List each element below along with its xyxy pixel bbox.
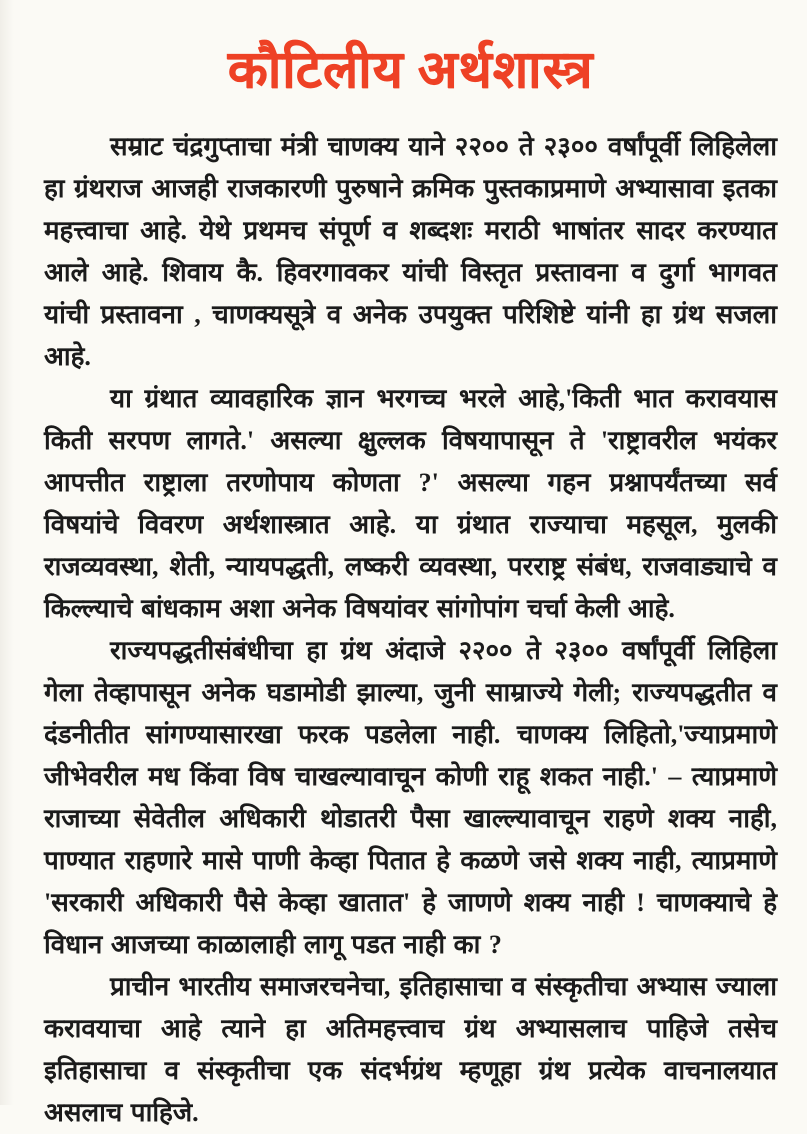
body-text	[44, 126, 777, 1134]
paragraph-intro: सम्राट चंद्रगुप्ताचा मंत्री चाणक्य याने २२०० ते २३०० वर्षांपूर्वी लिहिलेला हा ग्रंथराज आजही राजकारणी पुरुषाने क्रमिक पुस्तकाप्रमाणे अभ्यासावा इतका महत्त्वाचा आहे. येथे प्रथमच संपूर्ण व शब्दशः मराठी भाषांतर सादर करण्यात आले आहे. शिवाय कै. हिवरगावकर यांची विस्तृत प्रस्तावना व दुर्गा भागवत यांची प्रस्तावना , चाणक्यसूत्रे व अनेक उपयुक्त परिशिष्टे यांनी हा ग्रंथ सजला आहे.	[44, 132, 777, 371]
paragraph-contents: या ग्रंथात व्यावहारिक ज्ञान भरगच्च भरले आहे,'किती भात करावयास किती सरपण लागते.' असल्या क्षुल्लक विषयापासून ते 'राष्ट्रावरील भयंकर आपत्तीत राष्ट्राला तरणोपाय कोणता ?' असल्या गहन प्रश्नापर्यंतच्या सर्व विषयांचे विवरण अर्थशास्त्रात आहे. या ग्रंथात राज्याचा महसूल, मुलकी राजव्यवस्था, शेती, न्यायपद्धती, लष्करी व्यवस्था, परराष्ट्र संबंध, राजवाड्याचे व किल्ल्याचे बांधकाम अशा अनेक विषयांवर सांगोपांग चर्चा केली आहे.	[44, 384, 777, 623]
paragraph-conclusion: प्राचीन भारतीय समाजरचनेचा, इतिहासाचा व संस्कृतीचा अभ्यास ज्याला करावयाचा आहे त्याने हा अतिमहत्त्वाच ग्रंथ अभ्यासलाच पाहिजे तसेच इतिहासाचा व संस्कृतीचा एक संदर्भग्रंथ म्हणूहा ग्रंथ प्रत्येक वाचनालयात असलाच पाहिजे.	[44, 972, 777, 1127]
paragraph-chanakya-quote: राज्यपद्धतीसंबंधीचा हा ग्रंथ अंदाजे २२०० ते २३०० वर्षांपूर्वी लिहिला गेला तेव्हापासून अनेक घडामोडी झाल्या, जुनी साम्राज्ये गेली; राज्यपद्धतीत व दंडनीतीत सांगण्यासारखा फरक पडलेला नाही. चाणक्य लिहितो,'ज्याप्रमाणे जीभेवरील मध किंवा विष चाखल्यावाचून कोणी राहू शकत नाही.' – त्याप्रमाणे राजाच्या सेवेतील अधिकारी थोडातरी पैसा खाल्ल्यावाचून राहणे शक्य नाही, पाण्यात राहणारे मासे पाणी केव्हा पितात हे कळणे जसे शक्य नाही, त्याप्रमाणे 'सरकारी अधिकारी पैसे केव्हा खातात' हे जाणणे शक्य नाही ! चाणक्याचे हे विधान आजच्या काळालाही लागू पडत नाही का ?	[44, 636, 777, 959]
page-title: कौटिलीय अर्थशास्त्र	[227, 42, 594, 99]
